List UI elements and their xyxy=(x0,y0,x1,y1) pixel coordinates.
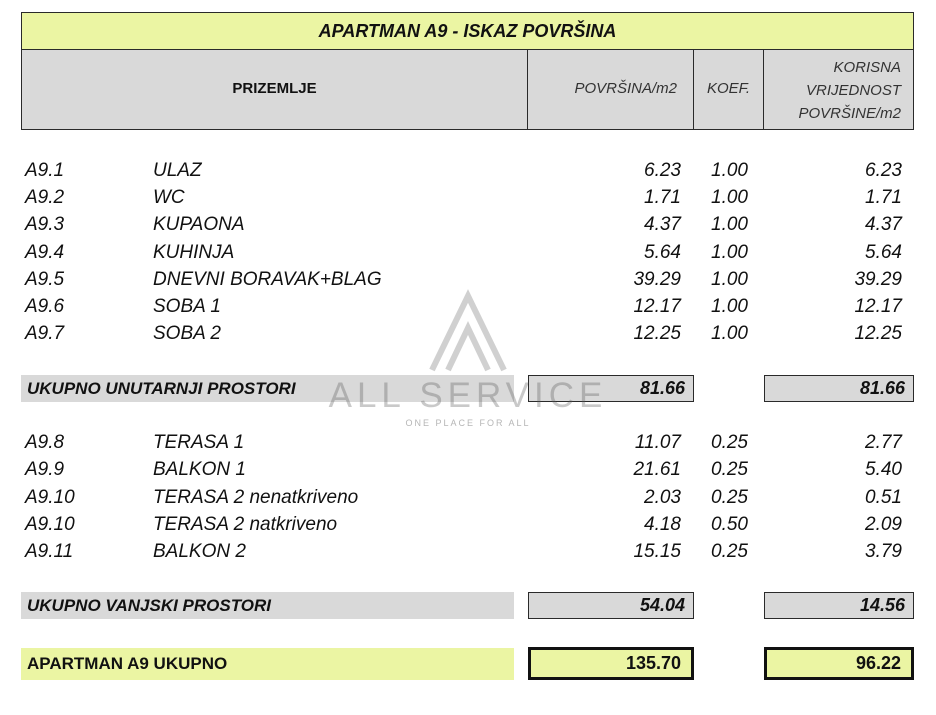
row-name: TERASA 2 nenatkriveno xyxy=(153,487,359,508)
row-name: BALKON 2 xyxy=(153,541,246,562)
header-section: PRIZEMLJE xyxy=(21,50,528,130)
row-coef: 1.00 xyxy=(711,160,748,181)
row-value: 12.17 xyxy=(854,296,902,317)
row-name: ULAZ xyxy=(153,160,202,181)
row-coef: 0.25 xyxy=(711,541,748,562)
row-value: 5.64 xyxy=(865,242,902,263)
table-row xyxy=(0,512,936,539)
row-name: KUPAONA xyxy=(153,214,245,235)
watermark-brand: ALL SERVICE xyxy=(328,376,608,415)
row-code: A9.2 xyxy=(25,187,65,208)
row-area: 39.29 xyxy=(633,269,681,290)
row-area: 1.71 xyxy=(644,187,681,208)
row-code: A9.8 xyxy=(25,432,65,453)
row-value: 3.79 xyxy=(865,541,902,562)
row-name: TERASA 1 xyxy=(153,432,245,453)
row-code: A9.4 xyxy=(25,242,65,263)
row-coef: 1.00 xyxy=(711,323,748,344)
row-value: 2.09 xyxy=(865,514,902,535)
table-row xyxy=(0,539,936,566)
row-value: 5.40 xyxy=(865,459,902,480)
row-coef: 1.00 xyxy=(711,187,748,208)
row-code: A9.3 xyxy=(25,214,65,235)
row-code: A9.10 xyxy=(25,514,75,535)
row-area: 21.61 xyxy=(633,459,681,480)
exterior-total-label: UKUPNO VANJSKI PROSTORI xyxy=(27,596,272,615)
interior-total-value: 81.66 xyxy=(764,375,914,402)
table-row xyxy=(0,185,936,212)
header-useful-line-1: KORISNA xyxy=(833,59,901,76)
table-row xyxy=(0,457,936,484)
header-useful-line-3: POVRŠINE/m2 xyxy=(798,105,901,122)
row-coef: 1.00 xyxy=(711,242,748,263)
grand-total-label: APARTMAN A9 UKUPNO xyxy=(27,654,228,673)
row-code: A9.6 xyxy=(25,296,65,317)
row-value: 12.25 xyxy=(854,323,902,344)
row-name: DNEVNI BORAVAK+BLAG xyxy=(153,269,382,290)
row-value: 1.71 xyxy=(865,187,902,208)
watermark-tagline: ONE PLACE FOR ALL xyxy=(405,418,531,428)
row-code: A9.1 xyxy=(25,160,65,181)
row-area: 4.37 xyxy=(644,214,681,235)
table-row xyxy=(0,321,936,348)
interior-total-label: UKUPNO UNUTARNJI PROSTORI xyxy=(27,379,296,398)
row-coef: 1.00 xyxy=(711,296,748,317)
row-value: 6.23 xyxy=(865,160,902,181)
row-coef: 0.25 xyxy=(711,432,748,453)
row-code: A9.10 xyxy=(25,487,75,508)
row-value: 4.37 xyxy=(865,214,902,235)
table-row xyxy=(0,240,936,267)
row-area: 4.18 xyxy=(644,514,681,535)
grand-total-area: 135.70 xyxy=(528,647,694,680)
row-coef: 1.00 xyxy=(711,214,748,235)
row-code: A9.5 xyxy=(25,269,65,290)
row-code: A9.11 xyxy=(25,541,74,562)
row-name: SOBA 1 xyxy=(153,296,221,317)
row-value: 2.77 xyxy=(865,432,902,453)
row-area: 15.15 xyxy=(633,541,681,562)
header-useful-line-2: VRIJEDNOST xyxy=(805,82,901,99)
row-coef: 1.00 xyxy=(711,269,748,290)
header-area: POVRŠINA/m2 xyxy=(528,50,694,130)
table-row xyxy=(0,212,936,239)
grand-total-value: 96.22 xyxy=(764,647,914,680)
table-row xyxy=(0,294,936,321)
table-title: APARTMAN A9 - ISKAZ POVRŠINA xyxy=(21,12,914,50)
row-coef: 0.50 xyxy=(711,514,748,535)
table-row xyxy=(0,158,936,185)
row-code: A9.7 xyxy=(25,323,65,344)
row-code: A9.9 xyxy=(25,459,65,480)
row-area: 6.23 xyxy=(644,160,681,181)
row-name: WC xyxy=(153,187,185,208)
table-row xyxy=(0,267,936,294)
row-value: 0.51 xyxy=(865,487,902,508)
row-coef: 0.25 xyxy=(711,487,748,508)
exterior-total-area: 54.04 xyxy=(528,592,694,619)
row-area: 12.17 xyxy=(633,296,681,317)
exterior-total-value: 14.56 xyxy=(764,592,914,619)
row-area: 5.64 xyxy=(644,242,681,263)
table-row xyxy=(0,430,936,457)
interior-total-area: 81.66 xyxy=(528,375,694,402)
row-name: SOBA 2 xyxy=(153,323,221,344)
row-name: TERASA 2 natkriveno xyxy=(153,514,338,535)
header-useful-value xyxy=(764,50,914,130)
table-row xyxy=(0,485,936,512)
row-area: 2.03 xyxy=(644,487,681,508)
row-coef: 0.25 xyxy=(711,459,748,480)
row-name: KUHINJA xyxy=(153,242,235,263)
header-coef: KOEF. xyxy=(694,50,764,130)
row-value: 39.29 xyxy=(854,269,902,290)
row-name: BALKON 1 xyxy=(153,459,246,480)
row-area: 12.25 xyxy=(633,323,681,344)
row-area: 11.07 xyxy=(634,432,681,453)
